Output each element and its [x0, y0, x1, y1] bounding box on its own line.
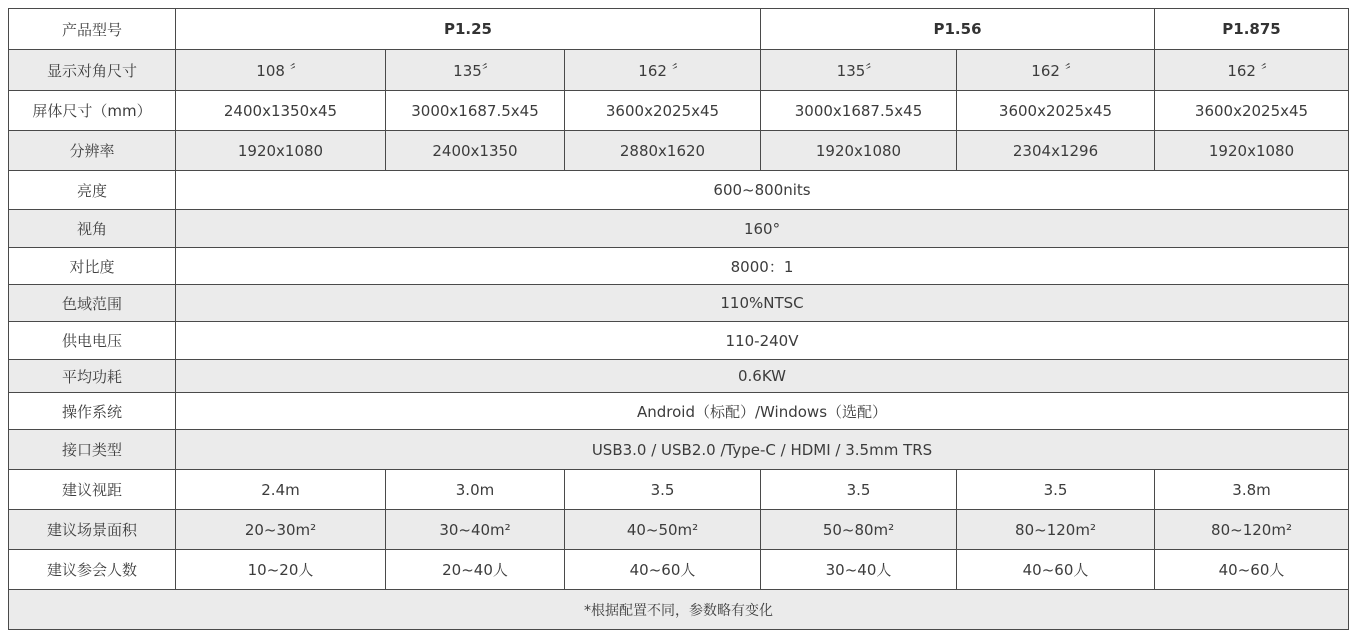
cell: 40~60人: [957, 550, 1155, 590]
row-label-model: 产品型号: [9, 9, 176, 50]
cell: 162 〞: [1155, 50, 1349, 91]
row-attendees: [9, 550, 1349, 590]
row-label: 接口类型: [9, 430, 176, 470]
cell: 3.5: [761, 470, 957, 510]
row-label: 建议参会人数: [9, 550, 176, 590]
row-label: 色域范围: [9, 285, 176, 322]
cell: 1920x1080: [1155, 131, 1349, 171]
footnote: *根据配置不同，参数略有变化: [9, 590, 1349, 630]
cell: 1920x1080: [761, 131, 957, 171]
row-brightness: [9, 171, 1349, 210]
cell: 3600x2025x45: [1155, 91, 1349, 131]
cell: 40~60人: [565, 550, 761, 590]
cell: 1920x1080: [176, 131, 386, 171]
cell: 40~50m²: [565, 510, 761, 550]
row-label: 视角: [9, 210, 176, 248]
cell-span: 160°: [176, 210, 1349, 248]
row-viewing-angle: [9, 210, 1349, 248]
cell: 50~80m²: [761, 510, 957, 550]
row-label: 显示对角尺寸: [9, 50, 176, 91]
cell: 80~120m²: [957, 510, 1155, 550]
row-label: 建议视距: [9, 470, 176, 510]
cell: 20~40人: [386, 550, 565, 590]
row-viewing-distance: [9, 470, 1349, 510]
row-color-gamut: [9, 285, 1349, 322]
model-p1-56: P1.56: [761, 9, 1155, 50]
row-label: 操作系统: [9, 393, 176, 430]
cell: 2304x1296: [957, 131, 1155, 171]
cell-span: Android（标配）/Windows（选配）: [176, 393, 1349, 430]
row-diagonal: [9, 50, 1349, 91]
cell: 80~120m²: [1155, 510, 1349, 550]
row-label: 分辨率: [9, 131, 176, 171]
row-label: 供电电压: [9, 322, 176, 360]
model-p1-25: P1.25: [176, 9, 761, 50]
row-screen-size: [9, 91, 1349, 131]
cell: 30~40人: [761, 550, 957, 590]
cell: 2400x1350: [386, 131, 565, 171]
cell: 3.5: [565, 470, 761, 510]
cell: 3000x1687.5x45: [761, 91, 957, 131]
row-label: 屏体尺寸（mm）: [9, 91, 176, 131]
row-avg-power: [9, 360, 1349, 393]
cell-span: 110-240V: [176, 322, 1349, 360]
cell: 20~30m²: [176, 510, 386, 550]
cell: 10~20人: [176, 550, 386, 590]
row-interfaces: [9, 430, 1349, 470]
spec-table: [8, 8, 1349, 630]
cell: 108 〞: [176, 50, 386, 91]
row-label: 对比度: [9, 248, 176, 285]
cell: 3000x1687.5x45: [386, 91, 565, 131]
row-resolution: [9, 131, 1349, 171]
cell: 30~40m²: [386, 510, 565, 550]
row-os: [9, 393, 1349, 430]
header-row: [9, 9, 1349, 50]
row-scene-area: [9, 510, 1349, 550]
cell-span: 8000：1: [176, 248, 1349, 285]
row-label: 亮度: [9, 171, 176, 210]
row-label: 平均功耗: [9, 360, 176, 393]
cell: 2.4m: [176, 470, 386, 510]
cell-span: 110%NTSC: [176, 285, 1349, 322]
cell: 3600x2025x45: [565, 91, 761, 131]
cell: 162 〞: [565, 50, 761, 91]
footnote-row: [9, 590, 1349, 630]
cell: 2880x1620: [565, 131, 761, 171]
cell-span: USB3.0 / USB2.0 /Type-C / HDMI / 3.5mm TRS: [176, 430, 1349, 470]
cell: 2400x1350x45: [176, 91, 386, 131]
cell: 3600x2025x45: [957, 91, 1155, 131]
model-p1-875: P1.875: [1155, 9, 1349, 50]
cell: 40~60人: [1155, 550, 1349, 590]
cell: 135〞: [386, 50, 565, 91]
cell: 3.8m: [1155, 470, 1349, 510]
cell-span: 0.6KW: [176, 360, 1349, 393]
cell: 3.0m: [386, 470, 565, 510]
row-label: 建议场景面积: [9, 510, 176, 550]
cell: 162 〞: [957, 50, 1155, 91]
cell-span: 600~800nits: [176, 171, 1349, 210]
row-contrast: [9, 248, 1349, 285]
cell: 3.5: [957, 470, 1155, 510]
row-power-supply: [9, 322, 1349, 360]
cell: 135〞: [761, 50, 957, 91]
